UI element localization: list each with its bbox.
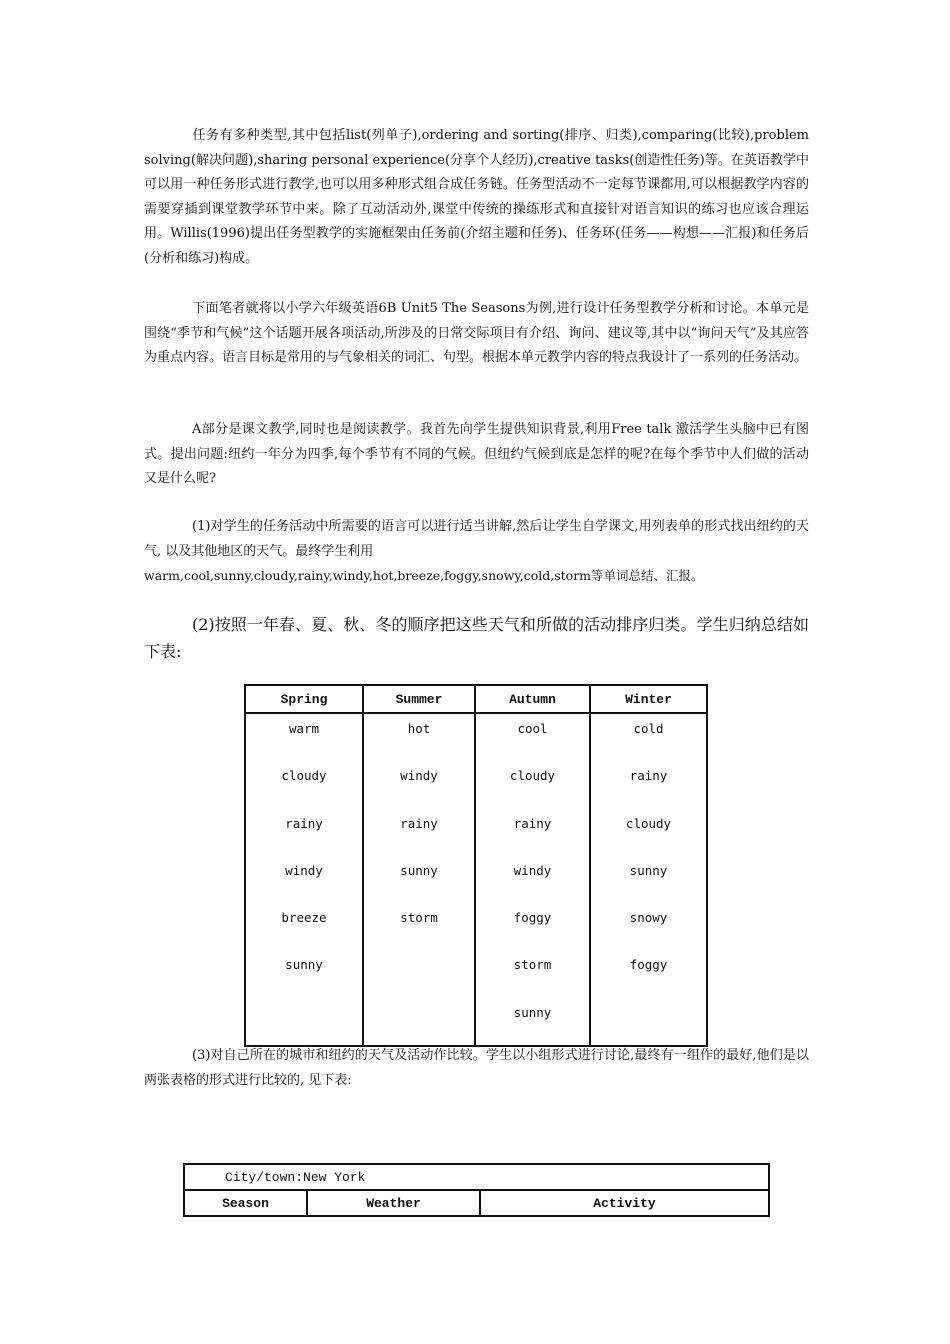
header-autumn: Autumn bbox=[475, 685, 590, 713]
paragraph-task-types-text: 任务有多种类型,其中包括list(列单子),ordering and sorting(排序、归类),comparing(比较),problem solving(解决问题),sharing personal experience(分享个人经历),creative tasks(创造性任务)等。在英语教学中可以用一种任务形式进行教学,也可以用多种形式组合成任务链。任务型活动不一定每节课都用,可以根据教学内容的需要穿插到课堂教学环节中来。除了互动活动外,课堂中传统的操练形式和直接针对语言知识的练习也应该合理运用。Willis(1996)提出任务型教学的实施框架由任务前(介绍主题和任务)、任务环(任务——构想——汇报)和任务后(分析和练习)构成。 bbox=[144, 128, 809, 266]
header-weather: Weather bbox=[307, 1190, 480, 1216]
city-row bbox=[184, 1164, 769, 1190]
list-item: rainy bbox=[513, 815, 552, 831]
list-item: storm bbox=[400, 910, 438, 926]
paragraph-step-1 bbox=[144, 515, 809, 590]
list-item: warm bbox=[288, 721, 320, 736]
season-header-row bbox=[245, 685, 707, 713]
list-item: foggy bbox=[513, 910, 552, 926]
paragraph-step-3 bbox=[144, 1044, 809, 1093]
paragraph-unit-intro bbox=[144, 297, 809, 371]
paragraph-step-1-text: (1)对学生的任务活动中所需要的语言可以进行适当讲解,然后让学生自学课文,用列表单的形式找出纽约的天气, 以及其他地区的天气。最终学生利用 bbox=[144, 519, 809, 559]
paragraph-step-3-text: (3)对自己所在的城市和纽约的天气及活动作比较。学生以小组形式进行讨论,最终有一组作的最好,他们是以两张表格的形式进行比较的, 见下表: bbox=[144, 1048, 809, 1088]
header-winter: Winter bbox=[590, 685, 707, 713]
list-item: windy bbox=[400, 768, 438, 784]
list-item: windy bbox=[513, 862, 552, 878]
header-activity: Activity bbox=[480, 1190, 769, 1216]
list-item: cloudy bbox=[281, 768, 327, 784]
list-item: foggy bbox=[629, 957, 668, 973]
list-item: rainy bbox=[629, 768, 668, 784]
paragraph-part-a bbox=[144, 418, 809, 492]
list-item: sunny bbox=[285, 957, 323, 973]
autumn-column bbox=[475, 713, 590, 1046]
paragraph-step-2-text: (2)按照一年春、夏、秋、冬的顺序把这些天气和所做的活动排序归类。学生归纳总结如下表: bbox=[144, 615, 809, 661]
header-season: Season bbox=[184, 1190, 307, 1216]
city-label: City/town:New York bbox=[184, 1164, 769, 1190]
comparison-table bbox=[183, 1163, 770, 1217]
spring-column bbox=[245, 713, 363, 1046]
list-item: rainy bbox=[400, 815, 438, 831]
list-item: cold bbox=[633, 721, 664, 736]
paragraph-unit-intro-text: 下面笔者就将以小学六年级英语6B Unit5 The Seasons为例,进行设计任务型教学分析和讨论。本单元是围绕“季节和气候”这个话题开展各项活动,所涉及的日常交际项目有介绍、询问、建议等,其中以“询问天气”及其应答为重点内容。语言目标是常用的与气象相关的词汇、句型。根据本单元教学内容的特点我设计了一系列的任务活动。 bbox=[144, 301, 809, 365]
list-item: cloudy bbox=[625, 815, 672, 831]
header-summer: Summer bbox=[363, 685, 475, 713]
list-item: windy bbox=[285, 862, 323, 878]
list-item: rainy bbox=[285, 815, 323, 831]
list-item: sunny bbox=[629, 862, 668, 878]
paragraph-step-1-words: warm,cool,sunny,cloudy,rainy,windy,hot,breeze,foggy,snowy,cold,storm等单词总结、汇报。 bbox=[144, 568, 704, 583]
list-item: cool bbox=[517, 721, 548, 736]
season-weather-table bbox=[244, 684, 708, 1047]
list-item: storm bbox=[513, 957, 552, 973]
header-spring: Spring bbox=[245, 685, 363, 713]
season-values-row bbox=[245, 713, 707, 1046]
list-item: sunny bbox=[400, 862, 438, 878]
list-item: snowy bbox=[629, 910, 668, 926]
winter-column bbox=[590, 713, 707, 1046]
paragraph-part-a-text: A部分是课文教学,同时也是阅读教学。我首先向学生提供知识背景,利用Free talk 激活学生头脑中已有图式。提出问题:纽约一年分为四季,每个季节有不同的气候。但纽约气候到底是怎样的呢?在每个季节中人们做的活动又是什么呢? bbox=[144, 422, 809, 486]
paragraph-step-2 bbox=[144, 611, 809, 665]
list-item: breeze bbox=[281, 910, 327, 926]
paragraph-task-types bbox=[144, 124, 809, 271]
compare-header-row bbox=[184, 1190, 769, 1216]
list-item: cloudy bbox=[509, 768, 556, 784]
summer-column bbox=[363, 713, 475, 1046]
list-item: sunny bbox=[513, 1004, 552, 1020]
list-item: hot bbox=[407, 721, 431, 736]
